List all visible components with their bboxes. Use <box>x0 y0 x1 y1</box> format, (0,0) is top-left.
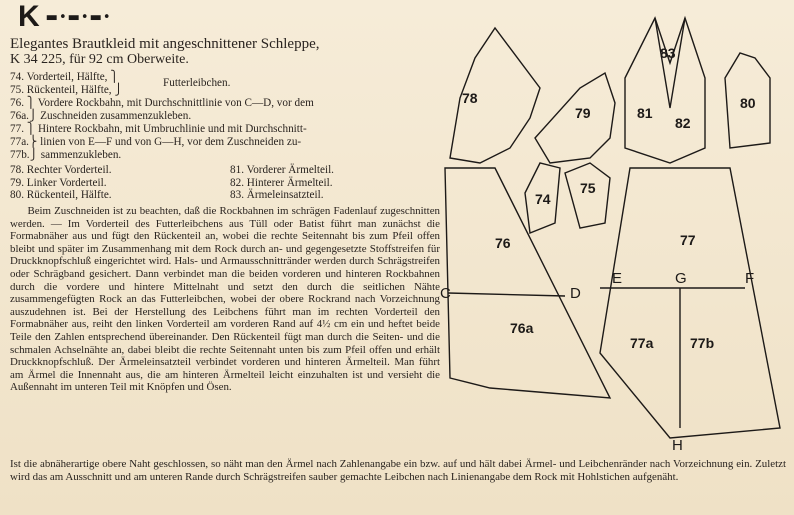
pattern-piece-77 <box>600 168 780 438</box>
part-line: 76a.⎭ Zuschneiden zusammenzukleben. <box>10 110 192 122</box>
label-83: 83 <box>660 45 676 61</box>
letter-H: H <box>672 437 683 454</box>
section-letter: K <box>18 0 40 33</box>
label-82: 82 <box>675 115 691 131</box>
pattern-piece-76 <box>445 168 610 398</box>
instructions-text-footer: Ist die abnäherartige obere Naht geschlossen, so näht man den Ärmel nach Zahlenangabe ein bzw. auf und hält dabei Ärmel- und Leibchenränder nach Vorzeichnung ein. Zuletzt wird das am Ausschnitt und am unteren Rande durch Schrägstreifen sauber gemachte Leibchen nach Linienangabe dem Rock mit Hohlstichen aufgenäht. <box>10 458 786 483</box>
edge-letters <box>440 270 754 454</box>
letter-G: G <box>675 270 687 287</box>
part-line: 82. Hinterer Ärmelteil. <box>230 176 333 189</box>
part-line: 78. Rechter Vorderteil. <box>10 164 112 176</box>
part-line: 79. Linker Vorderteil. <box>10 176 107 189</box>
pattern-piece-81-83 <box>625 18 705 163</box>
parts-list-two-column <box>10 164 440 202</box>
section-dots: ▬•▬•▬• <box>45 9 112 25</box>
part-line: 77. ⎫ Hintere Rockbahn, mit Umbruchlinie und mit Durchschnitt- <box>10 123 307 135</box>
part-line: 81. Vorderer Ärmelteil. <box>230 164 334 176</box>
letter-D: D <box>570 285 581 302</box>
label-78: 78 <box>462 90 478 106</box>
part-line: 77a.⎬ linien von E—F und von G—H, vor dem Zuschneiden zu- <box>10 136 302 148</box>
part-line: 83. Ärmeleinsatzteil. <box>230 189 324 201</box>
label-79: 79 <box>575 105 591 121</box>
label-77b: 77b <box>690 335 715 351</box>
piece-labels <box>462 45 756 351</box>
pattern-subtitle: K 34 225, für 92 cm Oberweite. <box>10 52 189 67</box>
part-line: 77b.⎭ sammenzukleben. <box>10 149 122 161</box>
pattern-diagram <box>440 8 790 458</box>
label-77a: 77a <box>630 335 654 351</box>
section-marker <box>18 2 112 32</box>
letter-F: F <box>745 270 755 287</box>
pattern-title: Elegantes Brautkleid mit angeschnittener Schleppe, <box>10 36 320 52</box>
label-76: 76 <box>495 235 511 251</box>
part-line: 74. Vorderteil, Hälfte, ⎫ <box>10 71 119 83</box>
cut-line-C-D <box>448 293 565 296</box>
part-line: 76. ⎫ Vordere Rockbahn, mit Durchschnittlinie von C—D, vor dem <box>10 97 314 109</box>
label-77: 77 <box>680 232 696 248</box>
futter-note: Futterleibchen. <box>163 77 231 89</box>
label-74: 74 <box>535 191 551 207</box>
part-line: 75. Rückenteil, Hälfte, ⎭ <box>10 84 123 96</box>
part-line: 80. Rückenteil, Hälfte. <box>10 189 112 201</box>
letter-C: C <box>440 285 451 302</box>
label-81: 81 <box>637 105 653 121</box>
letter-E: E <box>612 270 623 287</box>
label-75: 75 <box>580 180 596 196</box>
instructions-text: Beim Zuschneiden ist zu beachten, daß die Rockbahnen im schrägen Fadenlauf zugeschnitten werden. — Im Vorderteil des Futterleibchens aus Tüll oder Batist führt man zunächst die Formabnäher aus und fügt den Rückenteil an, wobei die rechte Seitennaht bis zum Pfeil offen bleibt und später im Zusammenhang mit dem Rock durch an- und gegengesetzte Stoffstreifen für Druckknopfschluß eingerichtet wird. Hals- und Armausschnittränder werden durch Schrägstreifen oder Schrägband gesichert. Dann verbindet man die beiden vorderen und hinteren Rockbahnen durch die vordere und hintere Mittelnaht und setzt den durch die seitlichen Nähte zusammengefügten Rock an das Futterleibchen, wobei der obere Rockrand nach Vorzeichnung auszudehnen ist. Bei der Herstellung des Leibchens führt man im rechten Vorderteil den Formabnäher aus, reiht den linken Vorderteil am vorderen Rand auf 4½ cm ein und heftet beide Teile den Zahlen entsprechend übereinander. Den Rückenteil fügt man durch die Seiten- und die schmalen Achselnähte an, dabei bleibt die rechte Seitennaht unten bis zum Pfeil offen und erhält Druckknopfschluß. Der Ärmeleinsatzteil verbindet vorderen und hinteren Ärmelteil. Man führt am Ärmel die Innennaht aus, die am hinteren Ärmelteil leicht einzuhalten ist und versieht die Außennaht im unteren Teil mit Knöpfen und Ösen. <box>10 205 440 394</box>
label-76a: 76a <box>510 320 534 336</box>
label-80: 80 <box>740 95 756 111</box>
